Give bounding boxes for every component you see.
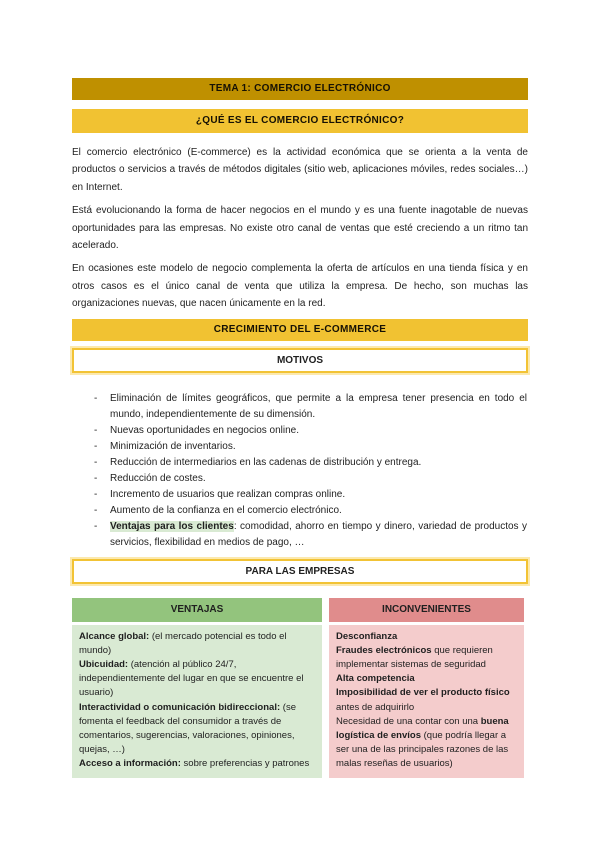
text-segment: Incremento de usuarios que realizan compras online.: [110, 488, 346, 500]
cell-entry: [336, 672, 517, 686]
bullet-item: [72, 519, 528, 551]
text-segment: (atención al público 24/7, independientemente del lugar en que se encuentre el usuario): [79, 659, 304, 699]
text-segment: Interactividad o comunicación bidireccional:: [79, 701, 281, 713]
bullet-text: [110, 471, 528, 487]
bullet-text: [110, 455, 528, 471]
text-segment: Desconfianza: [336, 630, 398, 642]
text-segment: (el mercado potencial es todo el mundo): [79, 630, 287, 656]
bullet-dash: -: [94, 504, 98, 516]
bullet-text: [110, 503, 528, 519]
paragraph: Está evolucionando la forma de hacer negocios en el mundo y es una fuente inagotable de nuevas oportunidades para las empresas. No existe otro canal de ventas que esté creciendo a un ritmo tan acelerado.: [72, 205, 528, 252]
bullet-text: [110, 439, 528, 455]
text-segment: Eliminación de límites geográficos, que permite a la empresa tener presencia en todo el mundo, independientemente de su dimensión.: [110, 392, 527, 420]
text-segment: Alta competencia: [336, 673, 415, 685]
cell-entry: [79, 701, 315, 758]
bullet-text: [110, 519, 528, 551]
cell-entry: [336, 715, 517, 772]
text-segment: Ventajas para los clientes: [110, 520, 234, 532]
bullet-dash: -: [94, 392, 98, 404]
paragraph: El comercio electrónico (E-commerce) es la actividad económica que se orienta a la venta de productos o servicios a través de métodos digitales (sitio web, aplicaciones móviles, redes sociales…) en Internet.: [72, 147, 528, 193]
bullet-dash: -: [94, 520, 98, 532]
cell-entry: [336, 686, 517, 714]
text-segment: Acceso a información:: [79, 758, 181, 770]
text-segment: Fraudes electrónicos: [336, 644, 432, 656]
bullet-text: [110, 423, 528, 439]
growth-bar: [72, 319, 528, 341]
bullet-item: [72, 391, 528, 423]
cell-entry: [79, 757, 315, 771]
text-segment: antes de adquirirlo: [336, 701, 415, 713]
text-segment: sobre preferencias y patrones: [180, 758, 310, 770]
text-segment: Reducción de intermediarios en las cadenas de distribución y entrega.: [110, 456, 422, 468]
page-title: TEMA 1: COMERCIO ELECTRÓNICO: [209, 83, 391, 94]
cell-entry: [79, 630, 315, 658]
inconvenientes-cell: [329, 625, 524, 778]
text-segment: Imposibilidad de ver el producto físico: [336, 687, 510, 699]
bullet-dash: -: [94, 488, 98, 500]
section-title-que-es: ¿QUÉ ES EL COMERCIO ELECTRÓNICO?: [195, 115, 405, 126]
text-segment: Minimización de inventarios.: [110, 440, 236, 452]
ventajas-column: [72, 598, 322, 778]
empresas-box: [72, 559, 528, 584]
text-segment: (que podría llegar a ser una de las principales razones de las malas reseñas de usuarios): [336, 730, 509, 770]
pros-cons-table: [72, 598, 524, 778]
motivos-box: [72, 348, 528, 373]
bullet-text: [110, 487, 528, 503]
motives-list: [72, 391, 528, 551]
bullet-text: [110, 391, 528, 423]
ventajas-header: VENTAJAS: [72, 598, 322, 622]
text-segment: buena logística de envíos: [336, 715, 509, 742]
ventajas-cell: [72, 625, 322, 778]
text-segment: Reducción de costes.: [110, 472, 206, 484]
text-segment: : comodidad, ahorro en tiempo y dinero, variedad de productos y servicios, flexibilidad en medios de pago, …: [110, 520, 528, 548]
inconvenientes-column: [329, 598, 524, 778]
motivos-title: MOTIVOS: [276, 354, 324, 366]
paragraph: En ocasiones este modelo de negocio complementa la oferta de artículos en una tienda física y en otros casos es el único canal de venta que utiliza la empresa. De hecho, son muchas las organizaciones nuevas, que nacen únicamente en la red.: [72, 263, 528, 310]
bullet-item: [72, 439, 528, 455]
bullet-dash: -: [94, 456, 98, 468]
bullet-dash: -: [94, 472, 98, 484]
title-bar: [72, 78, 528, 100]
cell-entry: [336, 644, 517, 672]
subtitle-bar: [72, 109, 528, 133]
bullet-item: [72, 471, 528, 487]
inconvenientes-header: INCONVENIENTES: [329, 598, 524, 622]
bullet-item: [72, 487, 528, 503]
text-segment: Alcance global:: [79, 630, 150, 642]
bullet-dash: -: [94, 424, 98, 436]
bullet-item: [72, 423, 528, 439]
cell-entry: [79, 658, 315, 701]
text-segment: Aumento de la confianza en el comercio electrónico.: [110, 504, 342, 516]
text-segment: Ubicuidad:: [79, 659, 129, 671]
intro-paragraphs: [72, 144, 528, 313]
bullet-item: [72, 503, 528, 519]
cell-entry: [336, 630, 517, 644]
bullet-item: [72, 455, 528, 471]
bullet-dash: -: [94, 440, 98, 452]
text-segment: Necesidad de una contar con una: [336, 715, 481, 727]
text-segment: Nuevas oportunidades en negocios online.: [110, 424, 300, 436]
section-title-crecimiento: CRECIMIENTO DEL E-COMMERCE: [213, 323, 387, 335]
empresas-title: PARA LAS EMPRESAS: [245, 565, 355, 577]
text-segment: que requieren implementar sistemas de seguridad: [336, 644, 493, 671]
text-segment: (se fomenta el feedback del consumidor a través de comentarios, sugerencias, valoraciones, opiniones, quejas, …): [79, 701, 296, 756]
